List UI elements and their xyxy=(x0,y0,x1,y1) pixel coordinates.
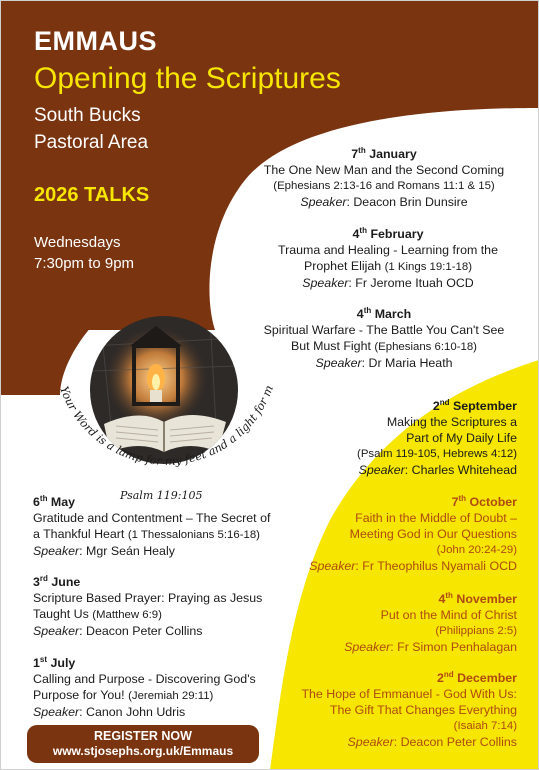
talk-september: 2nd September Making the Scriptures a Part of My Daily Life (Psalm 119-105, Hebrews 4:12) Speaker: Charles Whitehead xyxy=(357,397,517,477)
main-title: Opening the Scriptures xyxy=(34,62,341,95)
register-label[interactable]: REGISTER NOW xyxy=(94,729,192,743)
area-line-1: South Bucks xyxy=(34,105,141,126)
register-now-box[interactable] xyxy=(27,725,259,763)
day-label: Wednesdays xyxy=(34,234,121,251)
year-talks-heading: 2026 TALKS xyxy=(34,184,150,206)
verse-reference: Psalm 119:105 xyxy=(120,489,203,502)
verse-caption-text: Your Word is a lamp for my feet and a light for m xyxy=(57,383,276,468)
talk-november: 4th November Put on the Mind of Christ (Philippians 2:5) Speaker: Fr Simon Penhalagan xyxy=(344,590,517,654)
talk-june: 3rd June Scripture Based Prayer: Praying as Jesus Taught Us (Matthew 6:9) Speaker: Deacon Peter Collins xyxy=(33,573,263,638)
talk-may: 6th May Gratitude and Contentment – The Secret of a Thankful Heart (1 Thessalonians 5:16-18) Speaker: Mgr Seán Healy xyxy=(33,493,271,558)
area-line-2: Pastoral Area xyxy=(34,132,149,153)
talk-february: 4th February Trauma and Healing - Learning from the Prophet Elijah (1 Kings 19:1-18) Speaker: Fr Jerome Ituah OCD xyxy=(278,225,498,290)
talk-july: 1st July Calling and Purpose - Discovering God's Purpose for You! (Jeremiah 29:11) Speaker: Canon John Udris xyxy=(33,654,256,719)
talk-january: 7th January The One New Man and the Second Coming (Ephesians 2:13-16 and Romans 11:1 & 15) Speaker: Deacon Brin Dunsire xyxy=(263,145,505,209)
register-url-link[interactable]: www.stjosephs.org.uk/Emmaus xyxy=(52,744,234,758)
talk-october: 7th October Faith in the Middle of Doubt – Meeting God in Our Questions (John 20:24-29) Speaker: Fr Theophilus Nyamali OCD xyxy=(309,493,517,573)
talk-december: 2nd December The Hope of Emmanuel - God With Us: The Gift That Changes Everything (Isaiah 7:14) Speaker: Deacon Peter Collins xyxy=(301,669,517,749)
talk-march: 4th March Spiritual Warfare - The Battle You Can't See But Must Fight (Ephesians 6:10-18) Speaker: Dr Maria Heath xyxy=(263,305,505,370)
brand-title: EMMAUS xyxy=(34,26,157,56)
time-label: 7:30pm to 9pm xyxy=(34,255,135,272)
